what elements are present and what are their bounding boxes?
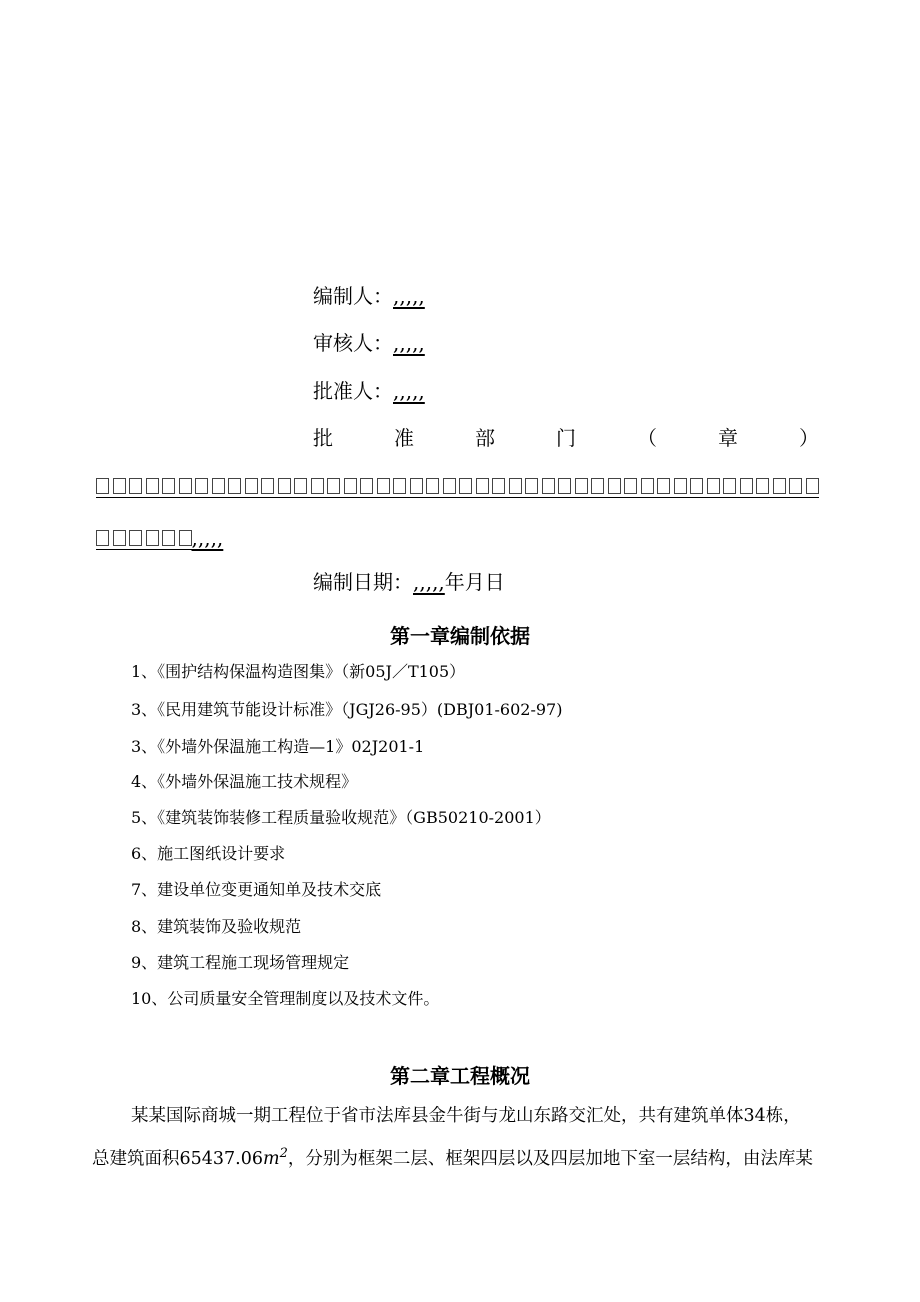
dept-value: ,,,,, — [191, 526, 224, 550]
missing-glyph-box — [212, 478, 225, 494]
reference-item: 8、建筑装饰及验收规范 — [131, 917, 302, 936]
reviewer-line — [313, 331, 425, 355]
missing-glyph-box — [195, 478, 208, 494]
missing-glyph-box — [723, 478, 736, 494]
missing-glyph-box — [476, 478, 489, 494]
missing-glyph-box — [542, 478, 555, 494]
missing-glyph-box — [344, 478, 357, 494]
dept-char: 部 — [475, 426, 495, 450]
missing-glyph-box — [179, 530, 192, 546]
missing-glyph-box — [129, 530, 142, 546]
missing-glyph-box — [245, 478, 258, 494]
missing-glyph-row-2 — [96, 526, 223, 550]
missing-glyph-box — [806, 478, 819, 494]
missing-glyph-box — [707, 478, 720, 494]
missing-glyph-box — [773, 478, 786, 494]
dept-char: 批 — [313, 426, 333, 450]
missing-glyph-box — [674, 478, 687, 494]
missing-glyph-box — [525, 478, 538, 494]
missing-glyph-box — [261, 478, 274, 494]
missing-glyph-box — [459, 478, 472, 494]
compiler-line — [313, 284, 425, 308]
dept-char: 门 — [556, 426, 576, 450]
area-unit-exponent: 2 — [279, 1146, 288, 1161]
reference-item: 3、《外墙外保温施工构造—1》02J201-1 — [131, 737, 425, 756]
reference-item: 3、《民用建筑节能设计标准》（JGJ26-95）(DBJ01-602-97) — [131, 700, 563, 719]
reference-item: 9、建筑工程施工现场管理规定 — [131, 953, 350, 972]
reference-item: 7、建设单位变更通知单及技术交底 — [131, 880, 382, 899]
missing-glyph-box — [146, 478, 159, 494]
missing-glyph-box — [740, 478, 753, 494]
missing-glyph-box — [179, 478, 192, 494]
reviewer-value: ,,,,, — [393, 331, 425, 355]
missing-glyph-box — [443, 478, 456, 494]
dept-char: ） — [799, 426, 819, 450]
approver-line — [313, 379, 425, 403]
overview-area-text: 总建筑面积65437.06 — [92, 1148, 264, 1169]
reference-item: 6、施工图纸设计要求 — [131, 844, 286, 863]
missing-glyph-box — [558, 478, 571, 494]
compiler-value: ,,,,, — [393, 284, 425, 308]
date-suffix: 年月日 — [444, 570, 505, 594]
missing-glyph-box — [410, 478, 423, 494]
missing-glyph-box — [96, 478, 109, 494]
reference-item: 5、《建筑装饰装修工程质量验收规范》（GB50210-2001） — [131, 808, 551, 827]
missing-glyph-box — [690, 478, 703, 494]
area-unit: m — [263, 1148, 280, 1169]
missing-glyph-box — [311, 478, 324, 494]
missing-glyph-box — [162, 530, 175, 546]
missing-glyph-box — [789, 478, 802, 494]
chapter-1-title: 第一章编制依据 — [390, 624, 530, 648]
date-value: ,,,,, — [413, 570, 445, 594]
reference-item: 10、公司质量安全管理制度以及技术文件。 — [131, 989, 440, 1008]
approver-value: ,,,,, — [393, 379, 425, 403]
missing-glyph-boxes — [96, 530, 192, 550]
reference-item: 1、《围护结构保温构造图集》（新05J／T105） — [131, 662, 466, 681]
missing-glyph-box — [393, 478, 406, 494]
missing-glyph-box — [360, 478, 373, 494]
date-line — [313, 570, 505, 594]
missing-glyph-box — [756, 478, 769, 494]
missing-glyph-box — [608, 478, 621, 494]
approval-dept-line — [313, 426, 819, 450]
chapter-2-title: 第二章工程概况 — [390, 1064, 530, 1088]
missing-glyph-box — [641, 478, 654, 494]
missing-glyph-box — [426, 478, 439, 494]
compiler-label: 编制人： — [313, 284, 393, 308]
missing-glyph-box — [327, 478, 340, 494]
missing-glyph-box — [575, 478, 588, 494]
reviewer-label: 审核人： — [313, 331, 393, 355]
date-label: 编制日期： — [313, 570, 413, 594]
reference-item: 4、《外墙外保温施工技术规程》 — [131, 772, 358, 791]
missing-glyph-box — [591, 478, 604, 494]
overview-structure-text: ，分别为框架二层、框架四层以及四层加地下室一层结构，由法库某 — [287, 1148, 813, 1169]
dept-char: （ — [637, 426, 657, 450]
dept-char: 章 — [718, 426, 738, 450]
missing-glyph-row-1 — [96, 478, 819, 498]
missing-glyph-box — [113, 478, 126, 494]
missing-glyph-box — [228, 478, 241, 494]
missing-glyph-box — [509, 478, 522, 494]
missing-glyph-box — [146, 530, 159, 546]
missing-glyph-box — [278, 478, 291, 494]
missing-glyph-box — [129, 478, 142, 494]
missing-glyph-box — [624, 478, 637, 494]
overview-line-1: 某某国际商城一期工程位于省市法库县金牛街与龙山东路交汇处，共有建筑单体34栋， — [131, 1106, 801, 1126]
missing-glyph-box — [377, 478, 390, 494]
dept-char: 准 — [394, 426, 414, 450]
missing-glyph-box — [113, 530, 126, 546]
missing-glyph-box — [657, 478, 670, 494]
missing-glyph-box — [294, 478, 307, 494]
approver-label: 批准人： — [313, 379, 393, 403]
overview-line-2 — [92, 1143, 813, 1170]
missing-glyph-box — [96, 530, 109, 546]
missing-glyph-box — [492, 478, 505, 494]
missing-glyph-box — [162, 478, 175, 494]
